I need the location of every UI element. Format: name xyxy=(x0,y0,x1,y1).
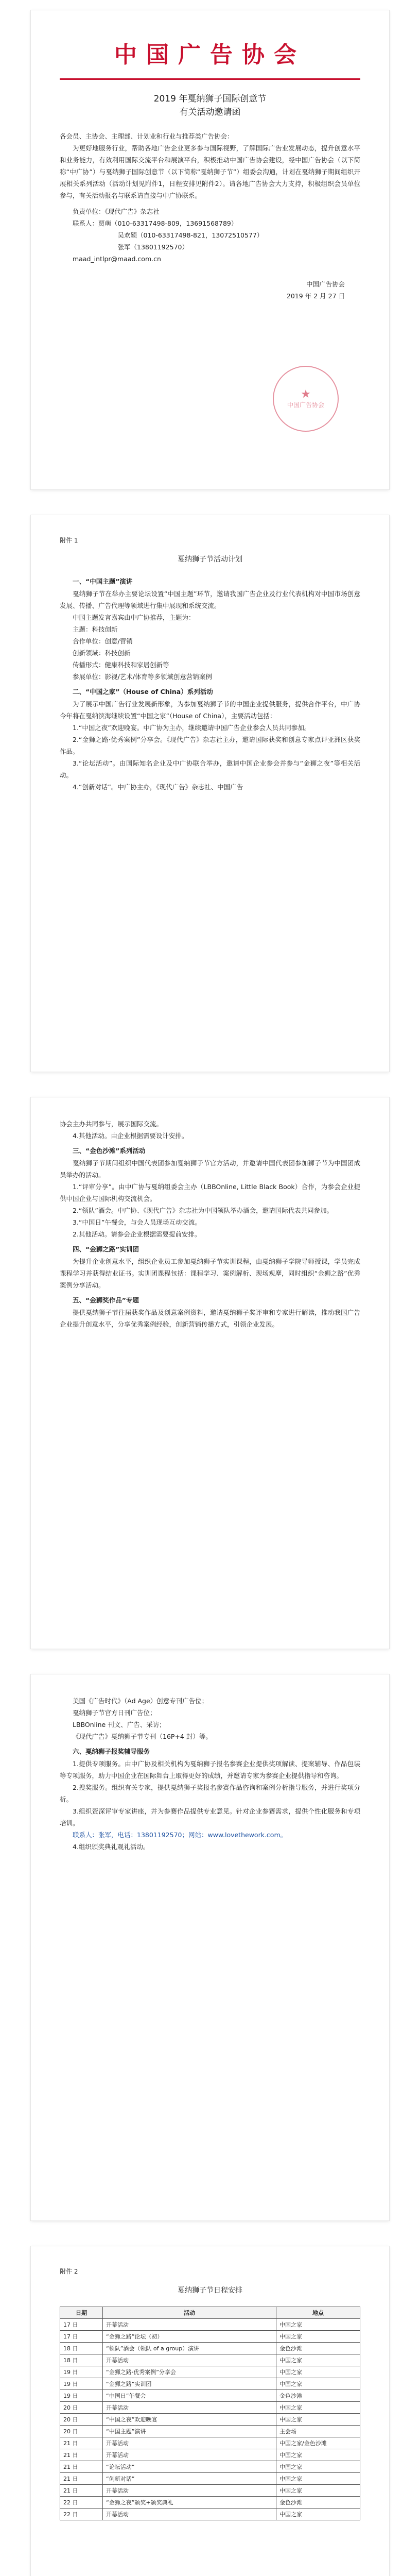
list-item: 合作单位：创意/营销 xyxy=(73,637,133,645)
paragraph: 中国主题发言嘉宾由中广协推荐，主题为： xyxy=(73,614,195,621)
page-letter xyxy=(31,10,389,489)
paragraph: 戛纳狮子节在举办主要论坛设置“中国主题”环节，邀请我国广告企业及行业代表机构对中国市场创意发展、传播、广告代理等领域进行集中展现和系统交流。 xyxy=(60,590,360,609)
table-cell: “金狮之夜”颁奖+颁奖典礼 xyxy=(103,2497,276,2509)
section-heading: 二、“中国之家”（House of China）系列活动 xyxy=(73,688,213,696)
table-cell: 金色沙滩 xyxy=(276,2497,360,2509)
table-cell: 22 日 xyxy=(60,2509,103,2520)
table-cell: 开幕活动 xyxy=(103,2402,276,2414)
plan-title: 戛纳狮子节活动计划 xyxy=(178,555,242,564)
table-cell: 17 日 xyxy=(60,2319,103,2331)
paragraph: 美国《广告时代》（Ad Age）创意专刊广告位； xyxy=(73,1697,208,1705)
table-row xyxy=(60,2426,360,2437)
table-cell: 中国之家 xyxy=(276,2449,360,2461)
attachment-label: 附件 2 xyxy=(60,2268,78,2275)
list-item: 传播形式：健康科技和家居创新等 xyxy=(73,661,169,669)
official-seal xyxy=(273,366,339,432)
paragraph: 2.“领队”酒会。中广协、《现代广告》杂志社为中国领队举办酒会，邀请国际代表共同参加。 xyxy=(73,1207,334,1214)
letterhead-rule xyxy=(60,78,360,80)
table-cell: 开幕活动 xyxy=(103,2509,276,2520)
list-item: 主题：科技创新 xyxy=(73,625,118,633)
schedule-table xyxy=(60,2307,360,2520)
table-cell: “中国日”午餐会 xyxy=(103,2390,276,2402)
schedule-title: 戛纳狮子节日程安排 xyxy=(178,2286,242,2295)
table-cell: 中国之家 xyxy=(276,2402,360,2414)
table-row xyxy=(60,2414,360,2426)
paragraph: 提供戛纳狮子节往届获奖作品及创意案例资料，邀请戛纳狮子奖评审和专家进行解读，推动我国广告企业提升创意水平，分享优秀案例经验，创新营销传播方式，引领企业发展。 xyxy=(60,1309,360,1328)
list-item: 创新领域：科技创新 xyxy=(73,649,131,657)
table-cell: 中国之家 xyxy=(276,2485,360,2497)
page-schedule xyxy=(31,2246,389,2576)
table-cell: “中国主题”演讲 xyxy=(103,2426,276,2437)
table-cell: 21 日 xyxy=(60,2485,103,2497)
table-row xyxy=(60,2473,360,2485)
paragraph: 3.“论坛活动”。由国际知名企业及中广协联合举办，邀请中国企业参会并参与“金狮之夜”等相关活动。 xyxy=(60,759,360,779)
table-cell: 21 日 xyxy=(60,2473,103,2485)
table-cell: 开幕活动 xyxy=(103,2319,276,2331)
table-cell: 22 日 xyxy=(60,2497,103,2509)
table-cell: 18 日 xyxy=(60,2354,103,2366)
paragraph: 1.“评审分享”。由中广协与戛纳组委会主办（LBBOnline, Little Black Book）合作，为参会企业提供中国企业与国际机构交流机会。 xyxy=(60,1183,360,1202)
table-cell: 21 日 xyxy=(60,2449,103,2461)
letter-title: 2019 年戛纳狮子国际创意节 xyxy=(153,94,267,104)
table-cell: 开幕活动 xyxy=(103,2449,276,2461)
table-cell: 19 日 xyxy=(60,2390,103,2402)
table-cell: “论坛活动” xyxy=(103,2461,276,2473)
table-cell: “中国之夜”欢迎晚宴 xyxy=(103,2414,276,2426)
table-row xyxy=(60,2378,360,2390)
table-cell: 主会场 xyxy=(276,2426,360,2437)
table-cell: 中国之家 xyxy=(276,2354,360,2366)
paragraph: 4.其他活动。由企业根据需要设计安排。 xyxy=(73,1132,188,1140)
table-cell: 开幕活动 xyxy=(103,2485,276,2497)
seal-text: 中国广告协会 xyxy=(287,401,324,409)
paragraph: 3.“中国日”午餐会，与会人员现场互动交流。 xyxy=(73,1218,201,1226)
paragraph: 2.搜奖服务。组织有关专家，提供戛纳狮子奖报名参赛作品咨询和案例分析指导服务，并进行奖项分析。 xyxy=(60,1784,360,1803)
table-row xyxy=(60,2509,360,2520)
table-row xyxy=(60,2343,360,2354)
letter-email: maad_intlpr@maad.com.cn xyxy=(73,255,161,263)
letterhead-org: 中国广告协会 xyxy=(114,42,306,68)
letter-salutation: 各会员、主协会、主理部、计划业和行业与推荐类广告协会： xyxy=(60,132,234,140)
attachment-label: 附件 1 xyxy=(60,537,78,544)
paragraph: 戛纳狮子节期间组织中国代表团参加戛纳狮子节官方活动，并邀请中国代表团参加狮子节为中国团成员举办的活动。 xyxy=(60,1159,360,1179)
schedule-table-body xyxy=(60,2319,360,2520)
column-header: 地点 xyxy=(276,2307,360,2319)
section-heading: 六、戛纳狮子报奖辅导服务 xyxy=(73,1748,150,1755)
table-cell: 开幕活动 xyxy=(103,2437,276,2449)
section-heading: 三、“金色沙滩”系列活动 xyxy=(73,1147,146,1155)
paragraph: 协会主办共同参与，展示国际交流。 xyxy=(60,1120,163,1128)
letter-contact-3: 张军（13801192570） xyxy=(117,243,188,251)
table-cell: 中国之家 xyxy=(276,2509,360,2520)
paragraph: LBBOnline 刊文、广告、采访； xyxy=(73,1721,166,1728)
section-heading: 四、“金狮之路”实训团 xyxy=(73,1245,139,1253)
table-cell: 20 日 xyxy=(60,2426,103,2437)
page-plan-1 xyxy=(31,515,389,1072)
table-row xyxy=(60,2449,360,2461)
paragraph: 1.“中国之夜”欢迎晚宴。中广协为主办，继续邀请中国广告企业参会人员共同参加。 xyxy=(73,724,311,732)
table-cell: 开幕活动 xyxy=(103,2354,276,2366)
table-cell: 21 日 xyxy=(60,2461,103,2473)
table-cell: 20 日 xyxy=(60,2414,103,2426)
contact-paragraph: 联系人：张军，电话：13801192570；网站：www.lovethework.com。 xyxy=(73,1831,287,1839)
table-cell: “金狮之路·优秀案例”分享会 xyxy=(103,2366,276,2378)
table-row xyxy=(60,2402,360,2414)
paragraph: 《现代广告》戛纳狮子节专刊（16P+4 封）等。 xyxy=(73,1733,212,1740)
paragraph: 戛纳狮子节官方日刊广告位； xyxy=(73,1709,156,1717)
page-plan-2 xyxy=(31,1097,389,1649)
table-cell: 金色沙滩 xyxy=(276,2343,360,2354)
table-cell: 中国之家 xyxy=(276,2414,360,2426)
section-heading: 一、“中国主题”演讲 xyxy=(73,578,133,585)
table-cell: 中国之家 xyxy=(276,2319,360,2331)
section-heading: 五、“金狮奖作品”专题 xyxy=(73,1296,139,1304)
letter-contacts-label: 负责单位：《现代广告》杂志社 xyxy=(73,208,160,215)
table-cell: 20 日 xyxy=(60,2402,103,2414)
letter-contact-2: 吴欢颖（010-63317498-821，13072510577） xyxy=(117,231,264,239)
letter-contact-1: 联系人：贾萌（010-63317498-809，13691568789） xyxy=(73,219,238,227)
paragraph: 2.“金狮之路·优秀案例”分享会。《现代广告》杂志社主办，邀请国际获奖和创意专家点评亚洲区获奖作品。 xyxy=(60,736,360,755)
letter-subtitle: 有关活动邀请函 xyxy=(179,107,241,117)
table-row xyxy=(60,2319,360,2331)
seal-star-icon: ★ xyxy=(301,387,311,401)
table-cell: 19 日 xyxy=(60,2378,103,2390)
column-header: 日期 xyxy=(60,2307,103,2319)
paragraph: 4.“创新对话”。中广协主办，《现代广告》杂志社、中国广告 xyxy=(73,783,243,791)
table-cell: 中国之家 xyxy=(276,2473,360,2485)
table-cell: 中国之家/金色沙滩 xyxy=(276,2437,360,2449)
table-header-row xyxy=(60,2307,360,2319)
paragraph: 1.提供专项服务。由中广协及相关机构为戛纳狮子报名参赛企业提供奖项解读、提案辅导、作品包装等专项服务，助力中国企业在国际舞台上取得更好的成绩，并邀请专家为参赛企业提供指导和咨询。 xyxy=(60,1760,360,1780)
table-cell: “金狮之路”实训团 xyxy=(103,2378,276,2390)
table-cell: 17 日 xyxy=(60,2331,103,2343)
letter-body: 为更好地服务行业，帮助各地广告企业更多参与国际视野，了解国际广告业发展动态，提升创意水平和业务能力，有效利用国际交流平台和展演平台，积极推动中国广告协会建设，经中国广告协会（以下简称“中广协”）与戛纳狮子国际创意节（以下简称“戛纳狮子节”）组委会沟通，计划在戛纳狮子期间组织开展相关系列活动（活动计划见附件1，日程安排见附件2）。请各地广告协会大力支持，积极组织会员单位参与，有关活动报名与联系请直接与中广协联系。 xyxy=(60,144,360,199)
table-cell: 中国之家 xyxy=(276,2461,360,2473)
table-cell: 金色沙滩 xyxy=(276,2390,360,2402)
list-item: 参展单位：影视/艺术/体育等多领域创意营销案例 xyxy=(73,673,212,681)
table-cell: “创新对话” xyxy=(103,2473,276,2485)
table-cell: 中国之家 xyxy=(276,2331,360,2343)
letter-date: 2019 年 2 月 27 日 xyxy=(286,292,345,300)
paragraph: 为提升企业创意水平，组织企业员工参加戛纳狮子节实训课程，由戛纳狮子学院导师授课，学员完成课程学习并获得结业证书。实训团课程包括：课程学习、案例解析、现场观摩，同时组织“金狮之路”优秀案例分享活动。 xyxy=(60,1258,360,1289)
table-row xyxy=(60,2390,360,2402)
table-row xyxy=(60,2461,360,2473)
table-cell: 18 日 xyxy=(60,2343,103,2354)
table-cell: 中国之家 xyxy=(276,2378,360,2390)
table-cell: “领队”酒会（领队 of a group）演讲 xyxy=(103,2343,276,2354)
letter-signer: 中国广告协会 xyxy=(306,280,345,288)
table-cell: “金狮之路”论坛（初） xyxy=(103,2331,276,2343)
table-row xyxy=(60,2354,360,2366)
paragraph: 为了展示中国广告行业发展新形象，为参加戛纳狮子节的中国企业提供服务，提供合作平台，中广协今年将在戛纳滨海继续设置“中国之家”（House of China），主要活动包括： xyxy=(60,700,360,720)
table-row xyxy=(60,2497,360,2509)
table-row xyxy=(60,2331,360,2343)
paragraph: 3.组织资深评审专家讲座，并为参赛作品提供专业意见。针对企业参赛需求，提供个性化服务和专项培训。 xyxy=(60,1807,360,1827)
paragraph: 4.组织颁奖典礼观礼活动。 xyxy=(73,1843,150,1851)
table-row xyxy=(60,2485,360,2497)
column-header: 活动 xyxy=(103,2307,276,2319)
table-cell: 中国之家 xyxy=(276,2366,360,2378)
table-cell: 19 日 xyxy=(60,2366,103,2378)
table-row xyxy=(60,2437,360,2449)
paragraph: 2.其他活动。请参会企业根据需要提前安排。 xyxy=(73,1230,201,1238)
table-cell: 21 日 xyxy=(60,2437,103,2449)
page-plan-3 xyxy=(31,1674,389,2221)
table-row xyxy=(60,2366,360,2378)
